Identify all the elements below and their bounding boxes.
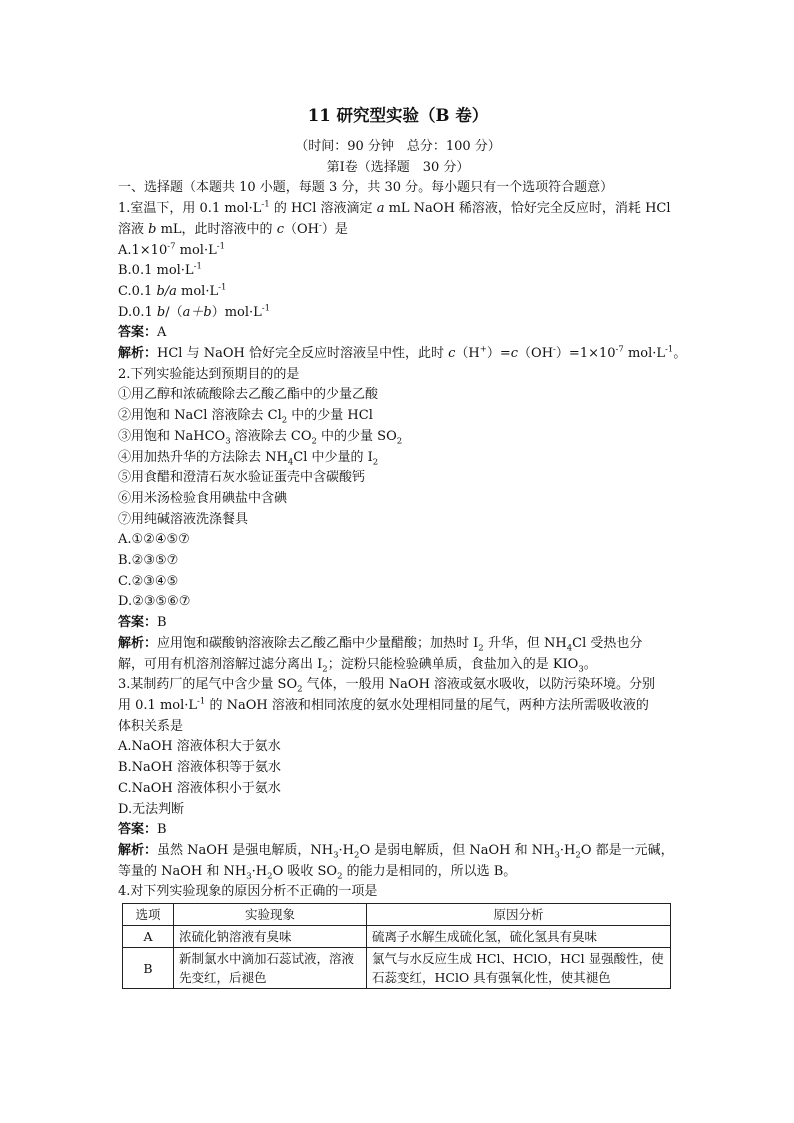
- q1-option-c: C.0.1 b/a $mol\cdot L^{-1}$: [118, 282, 227, 299]
- q2-item-1: ①用乙醇和浓硫酸除去乙酸乙酯中的少量乙酸: [118, 387, 379, 403]
- table-row: [123, 926, 671, 948]
- q2-item-3: ③用饱和 NaHCO$_3$ 溶液除去 $CO_2$ 中的少量 $SO_2$: [118, 428, 403, 447]
- q2-option-c: C.②③④⑤: [118, 573, 179, 589]
- table-cell-option: A: [123, 926, 174, 948]
- q4-stem: 4.对下列实验现象的原因分析不正确的一项是: [118, 884, 378, 900]
- table-cell-reason: 氯气与水反应生成 HCl、HClO，HCl 显强酸性，使石蕊变红，HClO 具有强氧化性，使其褪色: [367, 948, 671, 989]
- q3-option-c: C.NaOH 溶液体积小于氨水: [118, 780, 281, 796]
- q2-item-4: ④用加热升华的方法除去 $NH_4Cl$ 中少量的 $I_2$: [118, 449, 379, 468]
- q3-stem-line3: 体积关系是: [118, 718, 184, 734]
- q1-analysis: 解析：HCl 与 NaOH 恰好完全反应时溶液呈中性，此时 $c(H^+)=c(OH^-)=1\times 10^{-7}$ $mol\cdot L^{-1}$。: [118, 344, 687, 362]
- table-cell-phenomenon: 新制氯水中滴加石蕊试液，溶液先变红，后褪色: [174, 948, 367, 989]
- q2-stem: 2.下列实验能达到预期目的的是: [118, 366, 300, 382]
- q3-answer: 答案：B: [118, 822, 167, 838]
- q3-analysis-line1: 解析：虽然 NaOH 是强电解质，$NH_3\cdot H_2O$ 是弱电解质，但 NaOH 和 $NH_3\cdot H_2O$ 都是一元碱，: [118, 842, 674, 861]
- q2-answer: 答案：B: [118, 615, 167, 631]
- q2-option-d: D.②③⑤⑥⑦: [118, 594, 191, 610]
- q3-option-b: B.NaOH 溶液体积等于氨水: [118, 760, 281, 776]
- q2-option-a: A.①②④⑤⑦: [118, 532, 190, 548]
- q2-option-b: B.②③⑤⑦: [118, 553, 179, 569]
- q1-option-b: B.0.1 $mol\cdot L^{-1}$: [118, 261, 202, 279]
- table-header-row: [123, 904, 671, 926]
- q1-option-a: $A.1\times 10^{-7}$ $mol\cdot L^{-1}$: [118, 241, 226, 258]
- q3-option-a: A.NaOH 溶液体积大于氨水: [118, 739, 281, 755]
- q3-stem-line1: 3.某制药厂的尾气中含少量 $SO_2$ 气体，一般用 NaOH 溶液或氨水吸收，以防污染环境。分别: [118, 677, 656, 695]
- q2-analysis-line1: 解析：应用饱和碳酸钠溶液除去乙酸乙酯中少量醋酸；加热时 $I_2$ 升华，但 $NH_4Cl$ 受热也分: [118, 635, 643, 654]
- q2-item-7: ⑦用纯碱溶液洗涤餐具: [118, 511, 249, 527]
- q2-item-5: ⑤用食醋和澄清石灰水验证蛋壳中含碳酸钙: [118, 470, 366, 486]
- q1-stem-line2: 溶液 b mL，此时溶液中的 c（OH-）是: [118, 220, 348, 237]
- table-row: [123, 948, 671, 989]
- table-header-reason: 原因分析: [367, 904, 671, 926]
- document-page: [118, 103, 687, 989]
- q4-analysis-table: [122, 903, 671, 989]
- q2-item-6: ⑥用米汤检验食用碘盐中含碘: [118, 490, 288, 506]
- time-score-line: （时间：90 分钟 总分：100 分）: [295, 139, 501, 154]
- page-title: 11 研究型实验（B 卷）: [307, 106, 489, 125]
- q2-analysis-line2: 解，可用有机溶剂溶解过滤分离出 $I_2$；淀粉只能检验碘单质，食盐加入的是 $KIO_3$。: [118, 656, 597, 675]
- section-intro: 一、选择题（本题共 10 小题，每题 3 分，共 30 分。每小题只有一个选项符合题意）: [118, 180, 614, 196]
- q1-answer: 答案：A: [118, 325, 167, 341]
- q1-option-d: D.0.1 $b/(a+b)mol\cdot L^{-1}$: [118, 303, 271, 320]
- table-header-option: 选项: [123, 904, 174, 926]
- q1-stem-line1: 1.室温下，用 0.1 $mol\cdot L^{-1}$ 的 HCl 溶液滴定 a mL NaOH 稀溶液，恰好完全反应时，消耗 HCl: [118, 199, 671, 217]
- q3-stem-line2: 用 0.1 $mol\cdot L^{-1}$ 的 NaOH 溶液和相同浓度的氨水处理相同量的尾气，两种方法所需吸收液的: [118, 696, 649, 713]
- table-header-phenomenon: 实验现象: [174, 904, 367, 926]
- table-cell-reason: 硫离子水解生成硫化氢，硫化氢具有臭味: [367, 926, 671, 948]
- q3-option-d: D.无法判断: [118, 801, 185, 817]
- table-cell-phenomenon: 浓硫化钠溶液有臭味: [174, 926, 367, 948]
- table-cell-option: B: [123, 948, 174, 989]
- volume-heading: 第Ⅰ卷（选择题 30 分）: [326, 159, 470, 175]
- q2-item-2: ②用饱和 NaCl 溶液除去 $Cl_2$ 中的少量 HCl: [118, 408, 373, 426]
- q3-analysis-line2: 等量的 NaOH 和 $NH_3\cdot H_2O$ 吸收 $SO_2$ 的能力是相同的，所以选 B。: [118, 863, 517, 882]
